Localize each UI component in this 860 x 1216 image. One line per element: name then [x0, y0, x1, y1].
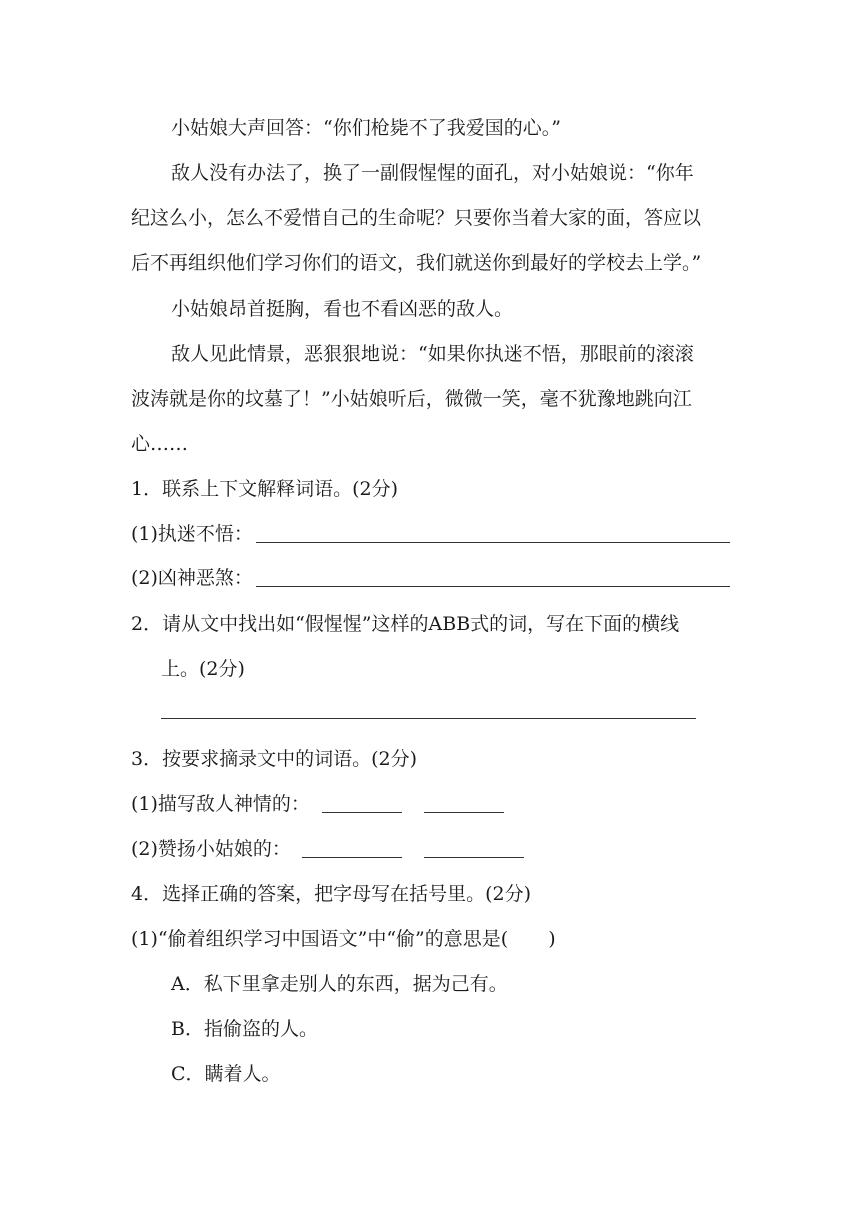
- answer-blank-3-1b[interactable]: [424, 812, 504, 813]
- question-3-title: 3．按要求摘录文中的词语。(2分): [131, 748, 418, 770]
- question-2-title-line-2: 上。(2分): [161, 658, 245, 680]
- passage-paragraph-4-line-3: 心……: [131, 433, 189, 455]
- answer-blank-1-1[interactable]: [256, 542, 730, 543]
- passage-paragraph-4-line-1: 敌人见此情景，恶狠狠地说：“如果你执迷不悟，那眼前的滚滚: [171, 343, 694, 365]
- question-4-item-1: [131, 926, 731, 952]
- passage-paragraph-4-line-2: 波涛就是你的坟墓了！”小姑娘听后，微微一笑，毫不犹豫地跳向江: [131, 388, 692, 410]
- passage-paragraph-2-line-1: 敌人没有办法了，换了一副假惺惺的面孔，对小姑娘说：“你年: [171, 162, 694, 184]
- passage-paragraph-1: 小姑娘大声回答：“你们枪毙不了我爱国的心。”: [171, 117, 561, 139]
- question-3-item-2: [131, 836, 731, 862]
- question-3-item-1: [131, 791, 731, 817]
- option-c: C．瞒着人。: [171, 1063, 281, 1085]
- question-3-item-1-label: (1)描写敌人神情的：: [131, 793, 310, 815]
- answer-blank-1-2[interactable]: [256, 586, 730, 587]
- question-2-title-line-1: 2．请从文中找出如“假惺惺”这样的ABB式的词，写在下面的横线: [131, 613, 680, 635]
- question-1-item-2-label: (2)凶神恶煞：: [131, 567, 253, 589]
- answer-blank-3-2a[interactable]: [302, 857, 402, 858]
- passage-paragraph-2-line-3: 后不再组织他们学习你们的语文，我们就送你到最好的学校去上学。”: [131, 252, 702, 274]
- question-4-title: 4．选择正确的答案，把字母写在括号里。(2分): [131, 883, 532, 905]
- question-4-item-1-label: (1)“偷着组织学习中国语文”中“偷”的意思是(: [131, 928, 509, 950]
- option-a: A．私下里拿走别人的东西，据为己有。: [171, 973, 508, 995]
- answer-blank-3-1a[interactable]: [322, 812, 402, 813]
- question-1-item-1-label: (1)执迷不悟：: [131, 523, 253, 545]
- question-1-item-2: [131, 565, 731, 591]
- answer-blank-3-2b[interactable]: [424, 857, 524, 858]
- answer-blank-2[interactable]: [161, 718, 696, 719]
- passage-paragraph-3: 小姑娘昂首挺胸，看也不看凶恶的敌人。: [171, 298, 514, 320]
- question-1-item-1: [131, 521, 731, 547]
- passage-paragraph-2-line-2: 纪这么小，怎么不爱惜自己的生命呢？只要你当着大家的面，答应以: [131, 207, 702, 229]
- question-4-item-1-close: ): [548, 928, 556, 950]
- question-1-title: 1．联系上下文解释词语。(2分): [131, 478, 399, 500]
- option-b: B．指偷盗的人。: [171, 1018, 318, 1040]
- question-3-item-2-label: (2)赞扬小姑娘的：: [131, 838, 291, 860]
